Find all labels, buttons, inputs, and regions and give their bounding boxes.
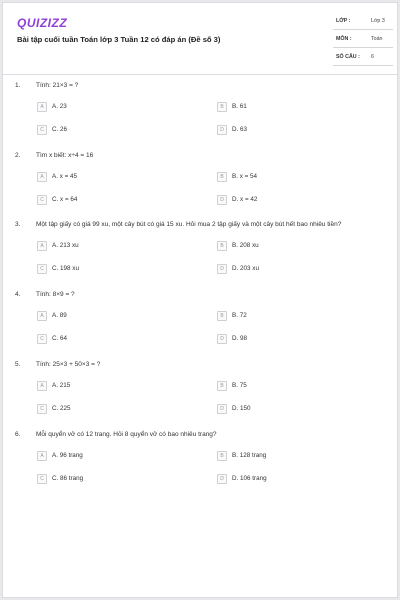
answer-checkbox[interactable]: B: [217, 311, 227, 321]
answer-checkbox[interactable]: B: [217, 172, 227, 182]
answer-text: C. 86 trang: [52, 475, 84, 482]
answer-checkbox[interactable]: A: [37, 381, 47, 391]
answer-text: A. 23: [52, 103, 67, 110]
question-number: 5.: [15, 361, 21, 368]
answer-checkbox[interactable]: A: [37, 311, 47, 321]
answer-text: A. 215: [52, 382, 71, 389]
question-text: Mỗi quyển vở có 12 trang. Hỏi 8 quyển vở có bao nhiêu trang?: [36, 431, 217, 438]
answer-checkbox[interactable]: B: [217, 381, 227, 391]
answer-text: B. 72: [232, 312, 247, 319]
answer-text: C. x = 64: [52, 196, 78, 203]
answer-text: C. 198 xu: [52, 265, 79, 272]
worksheet-meta: [333, 16, 393, 70]
answer-checkbox[interactable]: C: [37, 404, 47, 414]
question-text: Tìm x biết: x÷4 = 16: [36, 152, 94, 159]
answer-text: B. 128 trang: [232, 452, 267, 459]
question-number: 6.: [15, 431, 21, 438]
answer-checkbox[interactable]: A: [37, 241, 47, 251]
question-text: Tính: 25×3 + 50×3 = ?: [36, 361, 101, 368]
answer-checkbox[interactable]: A: [37, 102, 47, 112]
answer-checkbox[interactable]: C: [37, 195, 47, 205]
answer-text: B. 61: [232, 103, 247, 110]
answer-checkbox[interactable]: A: [37, 172, 47, 182]
answer-text: D. 203 xu: [232, 265, 259, 272]
answer-checkbox[interactable]: C: [37, 264, 47, 274]
answer-checkbox[interactable]: B: [217, 102, 227, 112]
worksheet-title: Bài tập cuối tuần Toán lớp 3 Tuần 12 có đáp án (Đề số 3): [17, 35, 221, 44]
meta-value: 6: [371, 54, 374, 60]
question-text: Tính: 21×3 = ?: [36, 82, 79, 89]
answer-checkbox[interactable]: C: [37, 474, 47, 484]
answer-text: D. 63: [232, 126, 248, 133]
answer-text: D. 98: [232, 335, 248, 342]
question-number: 4.: [15, 291, 21, 298]
meta-row-subject: [333, 34, 393, 48]
answer-checkbox[interactable]: A: [37, 451, 47, 461]
question-text: Một tập giấy có giá 99 xu, một cây bút có giá 15 xu. Hỏi mua 2 tập giấy và một cây bút hết bao nhiêu tiền?: [36, 221, 342, 228]
meta-label: LỚP :: [336, 18, 351, 24]
answer-checkbox[interactable]: D: [217, 334, 227, 344]
answer-text: C. 225: [52, 405, 71, 412]
meta-row-question-count: [333, 52, 393, 66]
answer-text: A. x = 45: [52, 173, 78, 180]
answer-text: B. 208 xu: [232, 242, 259, 249]
answer-checkbox[interactable]: D: [217, 195, 227, 205]
answer-text: C. 26: [52, 126, 68, 133]
answer-checkbox[interactable]: C: [37, 334, 47, 344]
answer-checkbox[interactable]: B: [217, 451, 227, 461]
answer-checkbox[interactable]: D: [217, 264, 227, 274]
meta-label: MÔN :: [336, 36, 352, 42]
worksheet-header: [3, 3, 397, 75]
answer-text: A. 89: [52, 312, 67, 319]
worksheet-page: [2, 2, 398, 598]
question-number: 1.: [15, 82, 21, 89]
answer-text: A. 96 trang: [52, 452, 83, 459]
quizizz-logo[interactable]: QUIZIZZ: [17, 16, 68, 30]
answer-text: D. 106 trang: [232, 475, 267, 482]
question-number: 3.: [15, 221, 21, 228]
answer-checkbox[interactable]: D: [217, 404, 227, 414]
answer-checkbox[interactable]: D: [217, 125, 227, 135]
answer-text: C. 64: [52, 335, 68, 342]
answer-checkbox[interactable]: B: [217, 241, 227, 251]
answer-text: B. x = 54: [232, 173, 258, 180]
meta-value: Lớp 3: [371, 18, 385, 24]
answer-text: B. 75: [232, 382, 247, 389]
meta-row-class: [333, 16, 393, 30]
answer-text: D. x = 42: [232, 196, 258, 203]
meta-value: Toán: [371, 36, 383, 42]
meta-label: SỐ CÂU :: [336, 54, 360, 60]
answer-checkbox[interactable]: D: [217, 474, 227, 484]
question-number: 2.: [15, 152, 21, 159]
question-text: Tính: 8×9 = ?: [36, 291, 75, 298]
answer-text: D. 150: [232, 405, 251, 412]
answer-text: A. 213 xu: [52, 242, 79, 249]
answer-checkbox[interactable]: C: [37, 125, 47, 135]
